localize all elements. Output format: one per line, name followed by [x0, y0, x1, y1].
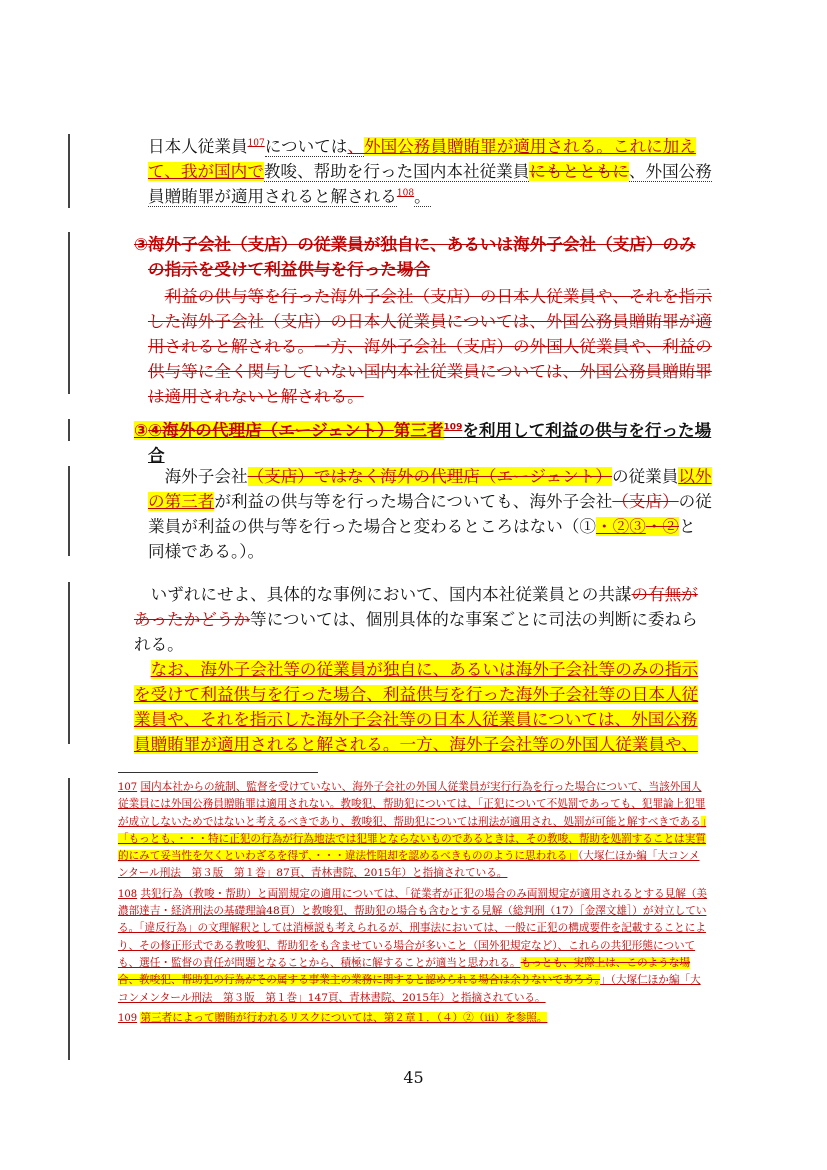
inserted-text: 共犯行為（教唆・帮助）と両罰規定の適用については、「従業者が正犯の場合のみ両罰規定が適用されるとする見解（美濃部達吉・経済刑法の基礎理論48頁）と教唆犯、帮助犯の場合も含むとする見解（総判刑（17）［金澤文雄］）が対立している。「違反行為」の文理解釈としては消極説も考えられるが、刑事法においては、一般に正犯の構成要件を記載することにより、その修正形式である教唆犯、帮助犯をも含ませている場合が多いこと（国外犯規定など）、これらの共犯形態についても、選任・監督の責任が問題となることから、積極に解することが適当と思われる。 [118, 887, 708, 969]
inserted-text: 第三者によって贈賄が行われるリスクについては、第２章１．（４）②（ⅲ）を参照。 [140, 1011, 548, 1024]
page-number: 45 [403, 1068, 424, 1087]
section-3-heading: ③海外子会社（支店）の従業員が独自に、あるいは海外子会社（支店）のみの指示を受けて利益供与を行った場合 [134, 235, 696, 279]
heading-text: を利用して利益の供与を行った場合 [148, 421, 712, 465]
text-run: 日本人従業員 [148, 137, 248, 156]
change-bar [68, 134, 70, 208]
change-bar [68, 419, 70, 441]
text-run: 等については、個別具体的な事案ごとに司法の判断に委ねられる。 [134, 610, 698, 654]
section-third-party-body [148, 464, 712, 564]
inserted-text: ・② [596, 517, 630, 536]
paragraph-japanese-employees [148, 134, 712, 209]
inserted-text: 、 [347, 137, 364, 156]
text-run: 海外子会社 [164, 467, 248, 486]
footnote-ref-108[interactable]: 108 [396, 188, 415, 199]
deleted-text: にもとともに [529, 162, 629, 181]
text-run: が利益の供与等を行った場合についても、海外子会社 [214, 492, 613, 511]
change-bar [68, 232, 70, 394]
text-run: と同様である。）。 [148, 517, 696, 561]
inserted-text: ③ [629, 517, 646, 536]
footnote-ref-109[interactable]: 109 [443, 422, 463, 433]
text-run: 。 [414, 187, 431, 206]
deleted-text: ・② [645, 517, 679, 536]
deleted-text: もっとも、実際上は、このような場合、教唆犯、帮助犯の行為がその属する事業主の業務に関すると認められる場合は余りないであろう。 [118, 956, 691, 987]
inserted-text: なお、海外子会社等の従業員が独自に、あるいは海外子会社等のみの指示を受けて利益供与を行った場合、利益供与を行った海外子会社等の日本人従業員や、それを指示した海外子会社等の日本人従業員については、外国公務員贈賄罪が適用されると解される。一方、海外子会社等の外国人従業員や、 [134, 660, 699, 754]
footnote-109 [118, 1010, 708, 1027]
deleted-text: （支店） [612, 492, 679, 511]
text-run: の従業員が利益の供与等を行った場合と変わるところはない（① [148, 492, 712, 536]
footnote-number: 107 [118, 782, 138, 793]
change-bar [68, 778, 70, 1060]
text-run: 教唆、帮助を行った国内本社従業員 [263, 162, 530, 181]
section-3-deleted [134, 232, 712, 409]
inserted-text: 国内本社からの統制、監督を受けていない、海外子会社の外国人従業員が実行行為を行った場合について、当該外国人従業員には外国公務員贈賄罪は適用されない。教唆犯、帮助犯については、「正犯について不処罰であっても、犯罪論上犯罪が成立しないためではないと考えるべきであり、教唆犯、帮助犯については刑法が適用され、処罰が可能と解すべきである [118, 781, 706, 828]
inserted-text: 」（大塚仁ほか編「大コンメンタール刑法 第３版 第１巻」147頁、青林書院、2015年）と指摘されている。 [118, 974, 701, 1004]
deleted-text: の有無があったかどうか [134, 585, 698, 629]
text-run: については [264, 137, 348, 156]
section-third-party-heading [134, 418, 712, 468]
inserted-text: 第三者 [393, 421, 444, 440]
footnote-108 [118, 886, 708, 1010]
text-run: の従業員 [611, 467, 679, 486]
text-run: いずれにせよ、具体的な事例において、国内本社従業員との共謀 [150, 585, 632, 604]
section-3-body: 利益の供与等を行った海外子会社（支店）の日本人従業員や、それを指示した海外子会社（支店）の日本人従業員については、外国公務員贈賄罪が適用されると解される。一方、海外子会社（支店）の外国人従業員や、利益の供与等に全く関与していない国内本社従業員については、外国公務員贈賄罪は適用されないと解される。 [148, 287, 712, 406]
inserted-text: 以外の第三者 [148, 467, 712, 511]
inserted-text: （大塚仁ほか編「大コンメンタール刑法 第３版 第１巻」87頁、青林書院、2015年）と指摘されている。 [118, 850, 700, 880]
footnote-number: 109 [118, 1012, 138, 1024]
change-bar [68, 466, 70, 556]
text-run: 、外国公務員贈賄罪が適用されると解される [148, 162, 712, 206]
footnote-separator [118, 772, 318, 773]
inserted-text: 」「もっとも、・・・特に正犯の行為が行為地法では犯罪とならないものであるときは、その教唆、帮助を処罰することは実質的にみて妥当性を欠くといわざるを得ず、・・・違法性阻却を認めるべきもののように思われる」 [118, 815, 707, 863]
deleted-text: （支店）ではなく海外の代理店（エージェント） [247, 467, 612, 486]
change-bar [68, 582, 70, 744]
inserted-text: ③ [134, 421, 149, 440]
footnote-107 [118, 779, 708, 886]
paragraph-conclusion [134, 582, 712, 757]
footnotes [118, 779, 708, 1027]
footnote-number: 108 [118, 888, 138, 900]
inserted-text: 外国公務員贈賄罪が適用される。これに加えて、我が国内で [148, 137, 696, 181]
deleted-text: ④海外の代理店（エージェント） [148, 421, 394, 440]
footnote-ref-107[interactable]: 107 [247, 138, 265, 149]
